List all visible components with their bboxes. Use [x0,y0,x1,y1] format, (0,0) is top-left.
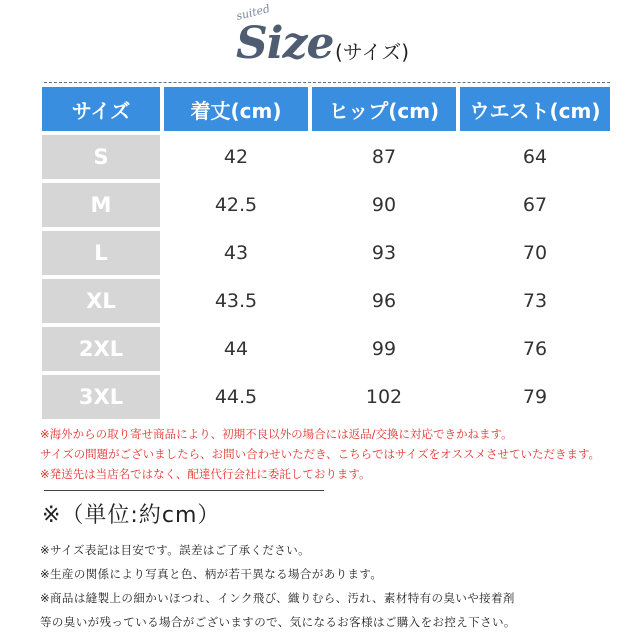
table-row [42,231,610,275]
waist-value: 79 [522,386,548,408]
size-label: M [42,183,160,227]
note-line: サイズの問題がございましたら、お問い合わせいただき、こちらではサイズをオススメさせていただきます。 [40,447,601,461]
unit-note: ※（単位:約cm） [42,503,221,528]
hip-value: 102 [365,386,403,408]
table-row [42,327,610,371]
size-label: L [42,231,160,275]
hip-value: 99 [371,338,397,360]
hip-value: 96 [371,290,397,312]
hip-value: 90 [371,194,397,216]
size-label: 3XL [42,375,160,419]
size-label: S [42,135,160,179]
table-row [42,183,610,227]
column-header-length: 着丈(cm) [164,87,308,131]
logo-small-text: suited [234,2,272,23]
hip-value: 87 [371,146,397,168]
product-notes [40,538,632,634]
length-value: 44 [223,338,249,360]
table-row [42,135,610,179]
logo-word: Size [236,18,334,69]
length-value: 43.5 [214,290,258,312]
length-value: 42.5 [214,194,258,216]
column-header-waist: ウエスト(cm) [460,87,610,131]
size-label: XL [42,279,160,323]
waist-value: 64 [522,146,548,168]
size-logo [228,2,338,76]
length-value: 44.5 [214,386,258,408]
table-header-row [42,87,610,131]
note-line: ※サイズ表記は目安です。誤差はご了承ください。 [40,543,310,557]
note-line: ※海外からの取り寄せ商品により、初期不良以外の場合には返品/交換に対応できかねます。 [40,427,513,441]
waist-value: 67 [522,194,548,216]
unit-divider [44,490,324,491]
note-line: ※発送先は当店名ではなく、配達代行会社に委託しております。 [40,467,371,481]
length-value: 43 [223,242,249,264]
note-line: ※商品は縫製上の細かいほつれ、インク飛び、織りむら、汚れ、素材特有の臭いや接着剤 [40,591,515,605]
hip-value: 93 [371,242,397,264]
column-header-hip: ヒップ(cm) [312,87,456,131]
return-policy-notes [40,424,630,484]
size-label: 2XL [42,327,160,371]
waist-value: 76 [522,338,548,360]
table-row [42,279,610,323]
waist-value: 73 [522,290,548,312]
note-line: ※生産の関係により写真と色、柄が若干異なる場合があります。 [40,567,383,581]
column-header-size: サイズ [42,87,160,131]
note-line: 等の臭いが残っている場合がございますので、気になるお客様はご購入をお控え下さい。 [40,615,516,629]
table-row [42,375,610,419]
header [0,0,640,80]
waist-value: 70 [522,242,548,264]
page-subtitle: (サイズ) [335,40,410,64]
size-table [42,87,610,423]
header-divider [44,82,610,83]
length-value: 42 [223,146,249,168]
